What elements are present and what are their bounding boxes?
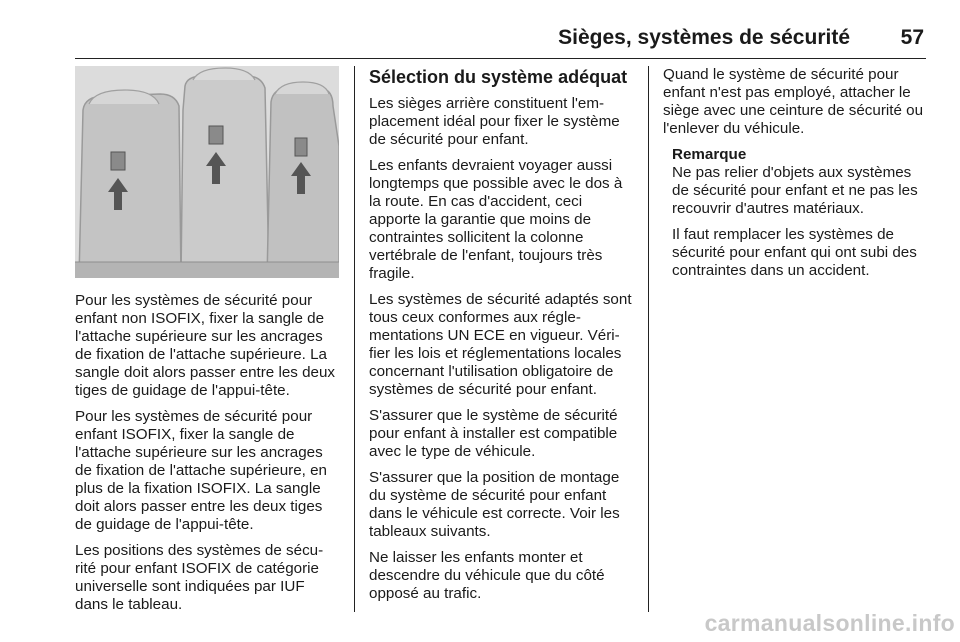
paragraph: Les enfants devraient voyager aussi longtemps que possible avec le dos à la route. En cas d'accident, ceci apporte la garantie que moins de contraintes sollicitent la colonne vertébrale de l'enfant, toujours très fragile. (369, 157, 623, 282)
remark-box (672, 146, 927, 280)
rear-seat-illustration (75, 66, 339, 278)
remark-paragraph: Ne pas relier d'objets aux systèmes de sécurité pour enfant et ne pas les recouvrir d'autres matériaux. (672, 164, 918, 217)
paragraph: Quand le système de sécurité pour enfant n'est pas employé, attacher le siège avec une ceinture de sécurité ou l'enlever du véhicule. (663, 66, 924, 137)
page-number: 57 (900, 26, 924, 49)
remark-paragraph: Il faut remplacer les systèmes de sécurité pour enfant qui ont subi des contraintes dans un accident. (672, 226, 917, 279)
paragraph: Les positions des systèmes de sécu-rité pour enfant ISOFIX de catégorie universelle sont indiquées par IUF dans le tableau. (75, 542, 324, 613)
paragraph: Pour les systèmes de sécurité pour enfant non ISOFIX, fixer la sangle de l'attache supérieure sur les ancrages de fixation de l'attache supérieure. La sangle doit alors passer entre les deux tiges de guidage de l'appui-tête. (75, 292, 336, 399)
paragraph: S'assurer que le système de sécurité pour enfant à installer est compatible avec le type de véhicule. (369, 407, 618, 460)
column-right (663, 66, 927, 288)
section-heading: Sélection du système adéquat (369, 67, 628, 87)
paragraph: Pour les systèmes de sécurité pour enfant ISOFIX, fixer la sangle de l'attache supérieure sur les ancrages de fixation de l'attache supérieure, en plus de la fixation ISOFIX. La sangle doit alors passer entre les deux tiges de guidage de l'appui-tête. (75, 408, 327, 533)
watermark: carmanualsonline.info (704, 610, 955, 636)
paragraph: S'assurer que la position de montage du système de sécurité pour enfant dans le véhicule est correcte. Voir les tableaux suivants. (369, 469, 620, 540)
page-title: Sièges, systèmes de sécurité (558, 26, 850, 49)
column-middle (369, 66, 633, 611)
paragraph: Ne laisser les enfants monter et descendre du véhicule que du côté opposé au trafic. (369, 549, 605, 602)
paragraph: Les sièges arrière constituent l'em-placement idéal pour fixer le système de sécurité pour enfant. (369, 95, 620, 148)
column-left (75, 292, 339, 622)
column-divider-right (648, 66, 649, 612)
paragraph: Les systèmes de sécurité adaptés sont tous ceux conformes aux régle-mentations UN ECE en vigueur. Véri-fier les lois et réglementations locales concernant l'utilisation obligatoire de systèmes de sécurité pour enfant. (369, 291, 632, 398)
header-rule (75, 58, 926, 59)
column-divider-left (354, 66, 355, 612)
remark-title: Remarque (672, 146, 747, 163)
